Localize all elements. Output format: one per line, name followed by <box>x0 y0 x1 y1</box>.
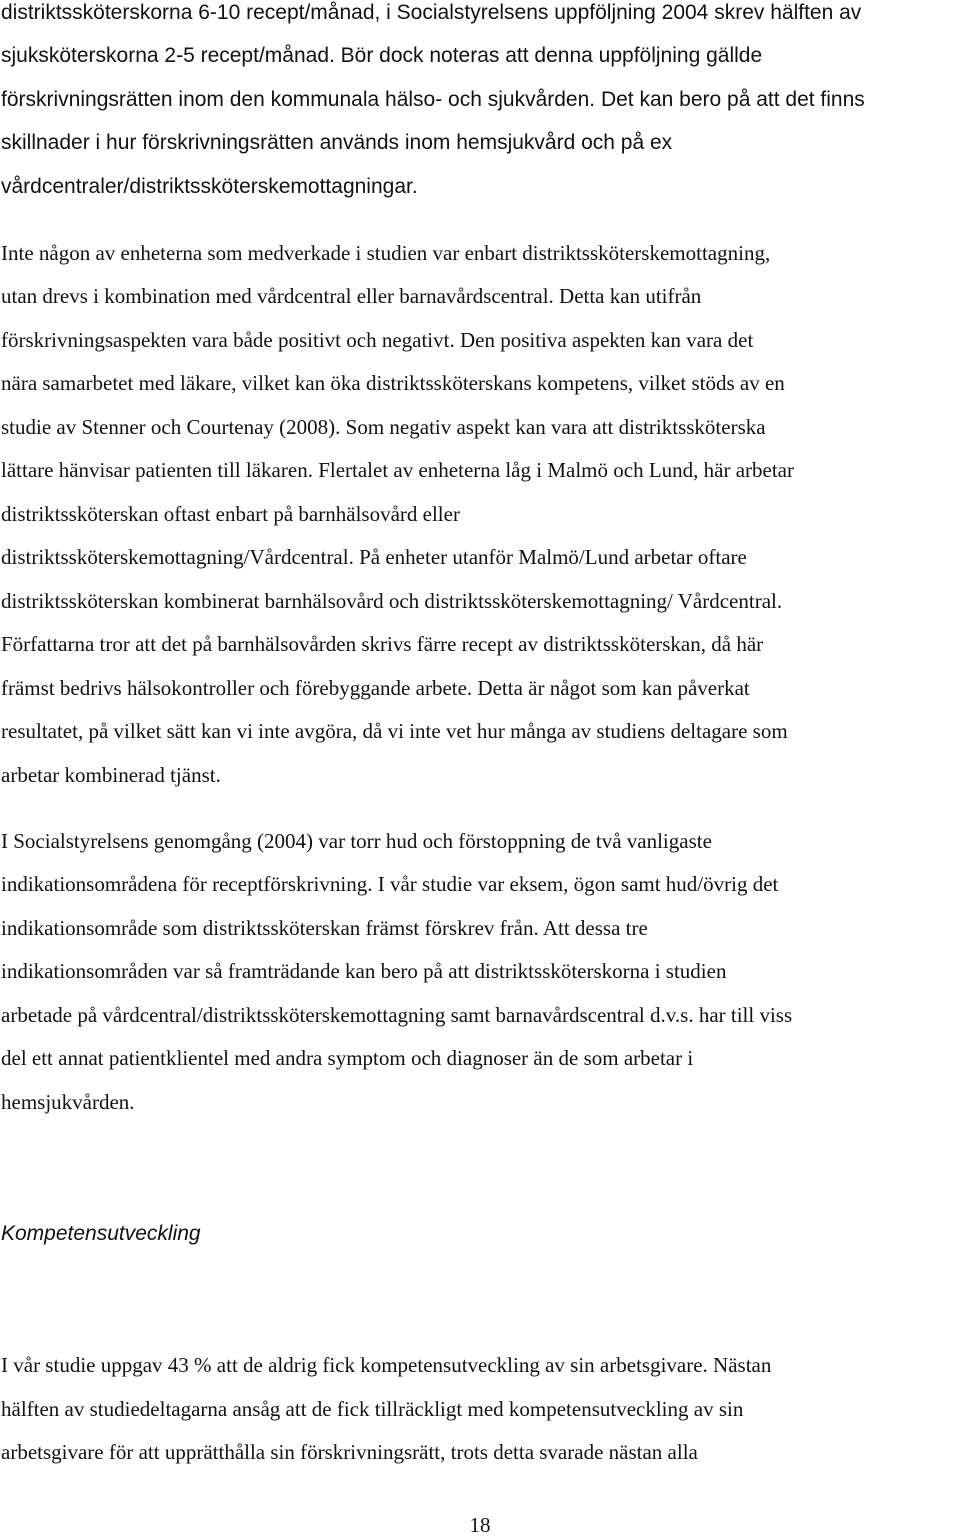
text-line: Författarna tror att det på barnhälsovården skrivs färre recept av distriktssköterskan, då här <box>1 632 764 656</box>
text-line: sjuksköterskorna 2-5 recept/månad. Bör dock noteras att denna uppföljning gällde <box>1 44 763 67</box>
text-line: arbetar kombinerad tjänst. <box>1 763 221 787</box>
text-line: I Socialstyrelsens genomgång (2004) var torr hud och förstoppning de två vanligaste <box>1 829 712 853</box>
text-line: vårdcentraler/distriktssköterskemottagningar. <box>1 175 418 198</box>
text-line: distriktssköterskemottagning/Vårdcentral. På enheter utanför Malmö/Lund arbetar oftare <box>1 545 747 569</box>
text-line: hemsjukvården. <box>1 1090 135 1114</box>
text-line: Inte någon av enheterna som medverkade i studien var enbart distriktssköterskemottagning, <box>1 241 771 265</box>
text-line: arbetade på vårdcentral/distriktssköterskemottagning samt barnavårdscentral d.v.s. har till viss <box>1 1003 793 1027</box>
text-line: indikationsområden var så framträdande kan bero på att distriktssköterskorna i studien <box>1 959 727 983</box>
section-heading: Kompetensutveckling <box>1 1222 201 1245</box>
text-line: förskrivningsrätten inom den kommunala hälso- och sjukvården. Det kan bero på att det finns <box>1 88 865 111</box>
text-line: indikationsområdena för receptförskrivning. I vår studie var eksem, ögon samt hud/övrig det <box>1 872 779 896</box>
text-line: främst bedrivs hälsokontroller och förebyggande arbete. Detta är något som kan påverkat <box>1 676 750 700</box>
text-line: förskrivningsaspekten vara både positivt och negativt. Den positiva aspekten kan vara det <box>1 328 754 352</box>
page-number: 18 <box>469 1513 491 1537</box>
text-line: distriktssköterskan kombinerat barnhälsovård och distriktssköterskemottagning/ Vårdcentral. <box>1 589 783 613</box>
text-line: lättare hänvisar patienten till läkaren. Flertalet av enheterna låg i Malmö och Lund, här arbetar <box>1 458 794 482</box>
text-line: hälften av studiedeltagarna ansåg att de fick tillräckligt med kompetensutveckling av sin <box>1 1397 744 1421</box>
text-line: resultatet, på vilket sätt kan vi inte avgöra, då vi inte vet hur många av studiens deltagare som <box>1 719 788 743</box>
text-line: del ett annat patientklientel med andra symptom och diagnoser än de som arbetar i <box>1 1046 694 1070</box>
text-line: studie av Stenner och Courtenay (2008). Som negativ aspekt kan vara att distriktssköterska <box>1 415 766 439</box>
text-line: nära samarbetet med läkare, vilket kan öka distriktssköterskans kompetens, vilket stöds av en <box>1 371 785 395</box>
text-line: indikationsområde som distriktssköterskan främst förskrev från. Att dessa tre <box>1 916 648 940</box>
text-line: arbetsgivare för att upprätthålla sin förskrivningsrätt, trots detta svarade nästan alla <box>1 1440 698 1464</box>
text-line: utan drevs i kombination med vårdcentral eller barnavårdscentral. Detta kan utifrån <box>1 284 702 308</box>
text-line: distriktssköterskan oftast enbart på barnhälsovård eller <box>1 502 460 526</box>
text-line: distriktssköterskorna 6-10 recept/månad, i Socialstyrelsens uppföljning 2004 skrev hälften av <box>1 1 862 24</box>
text-line: skillnader i hur förskrivningsrätten används inom hemsjukvård och på ex <box>1 131 673 154</box>
text-line: I vår studie uppgav 43 % att de aldrig fick kompetensutveckling av sin arbetsgivare. Nästan <box>1 1353 772 1377</box>
